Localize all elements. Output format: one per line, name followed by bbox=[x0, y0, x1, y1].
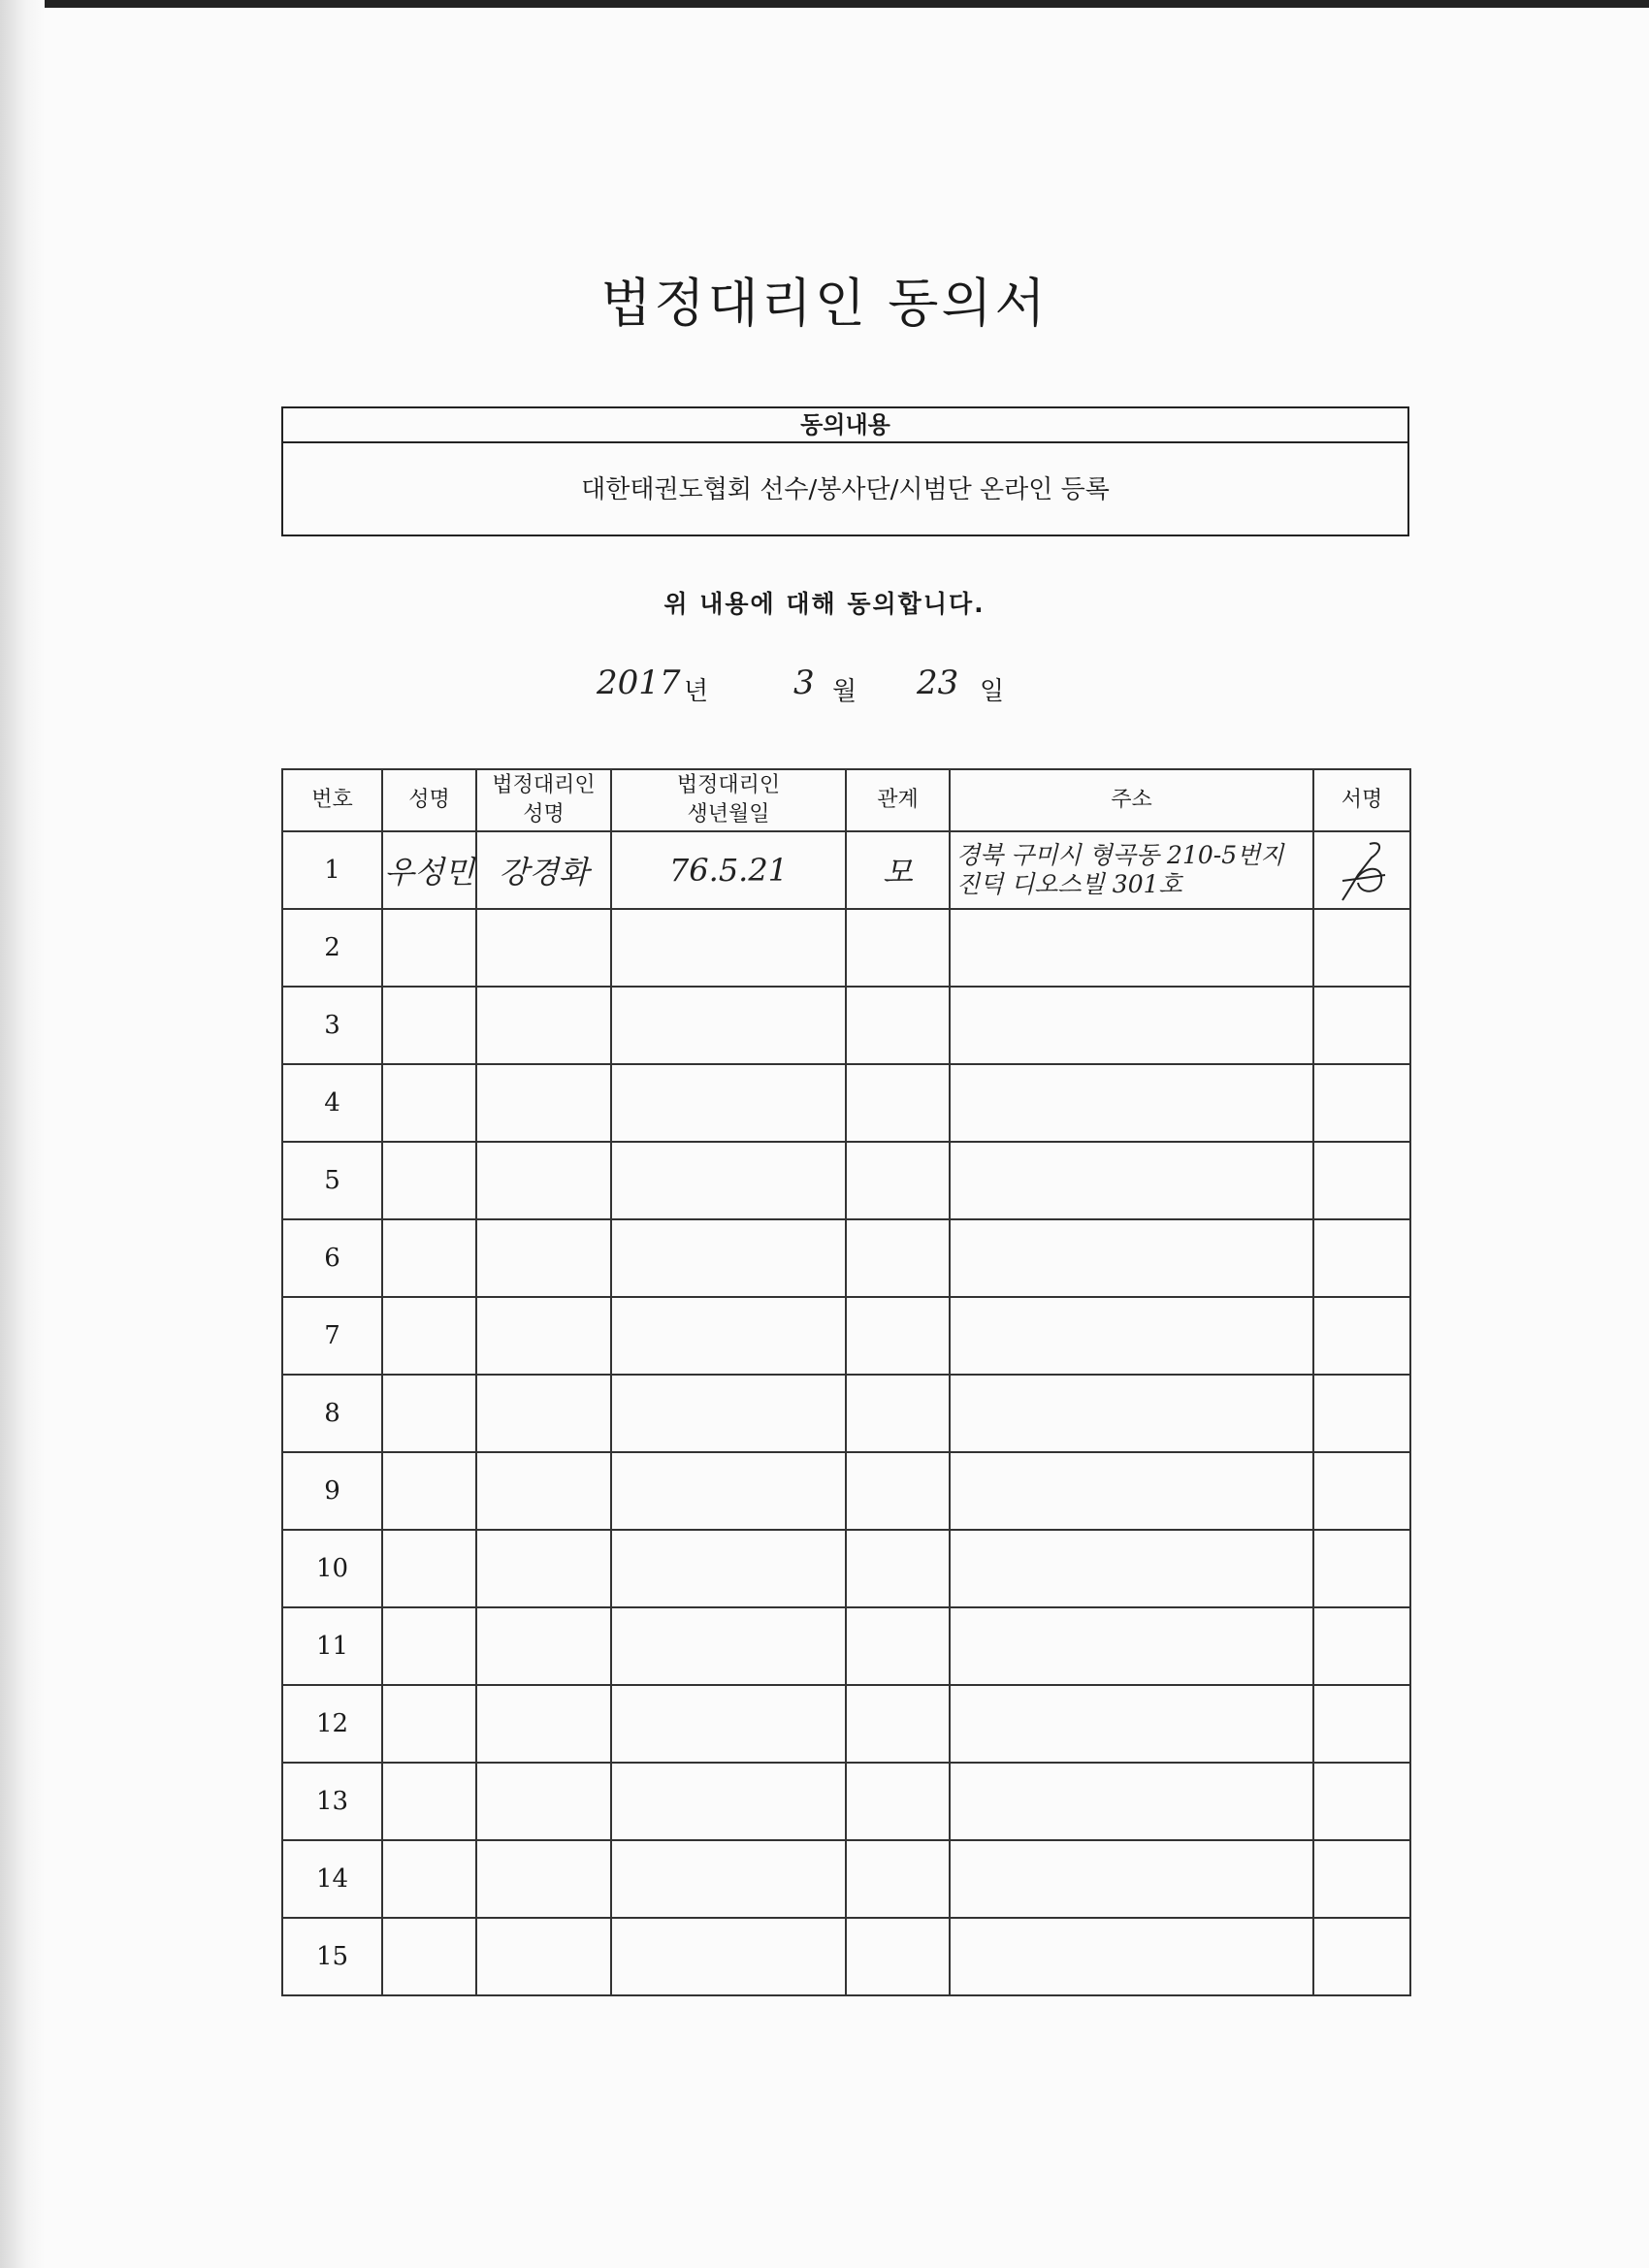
table-row bbox=[282, 1530, 1410, 1607]
consent-header: 동의내용 bbox=[283, 408, 1407, 443]
cell-signature bbox=[1313, 1142, 1410, 1219]
cell-relation bbox=[846, 1763, 950, 1840]
cell-guardian-name bbox=[476, 1452, 611, 1530]
cell-relation bbox=[846, 1607, 950, 1685]
cell-signature bbox=[1313, 1685, 1410, 1763]
cell-signature bbox=[1313, 1297, 1410, 1375]
cell-relation bbox=[846, 1064, 950, 1142]
date-line bbox=[582, 660, 1067, 718]
agreement-statement: 위 내용에 대해 동의합니다. bbox=[663, 590, 986, 618]
cell-guardian-birth bbox=[611, 1142, 846, 1219]
cell-relation bbox=[846, 1840, 950, 1918]
cell-signature bbox=[1313, 909, 1410, 987]
table-row bbox=[282, 1375, 1410, 1452]
cell-no: 11 bbox=[282, 1607, 382, 1685]
cell-no: 7 bbox=[282, 1297, 382, 1375]
cell-relation bbox=[846, 1142, 950, 1219]
cell-signature bbox=[1313, 1064, 1410, 1142]
table-header-row bbox=[282, 769, 1410, 831]
cell-name bbox=[382, 1375, 476, 1452]
cell-guardian-birth: 76.5.21 bbox=[611, 831, 846, 909]
cell-guardian-name bbox=[476, 1607, 611, 1685]
cell-signature bbox=[1313, 1918, 1410, 1995]
consent-content: 대한태권도협회 선수/봉사단/시범단 온라인 등록 bbox=[581, 475, 1110, 504]
cell-no: 2 bbox=[282, 909, 382, 987]
cell-no: 4 bbox=[282, 1064, 382, 1142]
cell-signature bbox=[1313, 1763, 1410, 1840]
cell-address bbox=[950, 1219, 1313, 1297]
cell-guardian-birth bbox=[611, 1840, 846, 1918]
header-guardian-birth-line1: 법정대리인 bbox=[676, 773, 781, 797]
cell-name bbox=[382, 1297, 476, 1375]
table-row bbox=[282, 1840, 1410, 1918]
table-row bbox=[282, 987, 1410, 1064]
cell-name bbox=[382, 909, 476, 987]
cell-no: 10 bbox=[282, 1530, 382, 1607]
cell-address bbox=[950, 1297, 1313, 1375]
cell-name bbox=[382, 1607, 476, 1685]
cell-name bbox=[382, 1142, 476, 1219]
cell-signature bbox=[1313, 1840, 1410, 1918]
guardian-table bbox=[281, 768, 1411, 1996]
cell-address bbox=[950, 1607, 1313, 1685]
cell-guardian-birth bbox=[611, 1452, 846, 1530]
date-day-unit: 일 bbox=[980, 677, 1005, 706]
cell-signature bbox=[1313, 1607, 1410, 1685]
cell-no: 8 bbox=[282, 1375, 382, 1452]
cell-no: 15 bbox=[282, 1918, 382, 1995]
cell-guardian-name bbox=[476, 1763, 611, 1840]
cell-address bbox=[950, 987, 1313, 1064]
table-row bbox=[282, 1763, 1410, 1840]
cell-name bbox=[382, 1219, 476, 1297]
cell-guardian-name bbox=[476, 909, 611, 987]
cell-signature bbox=[1313, 1219, 1410, 1297]
cell-guardian-name bbox=[476, 1375, 611, 1452]
cell-guardian-birth bbox=[611, 1685, 846, 1763]
header-signature: 서명 bbox=[1313, 769, 1410, 831]
cell-no: 14 bbox=[282, 1840, 382, 1918]
cell-guardian-name bbox=[476, 1685, 611, 1763]
cell-guardian-name bbox=[476, 1918, 611, 1995]
date-year: 2017 bbox=[597, 664, 681, 702]
scan-top-edge bbox=[0, 0, 1649, 8]
cell-relation bbox=[846, 909, 950, 987]
table-row bbox=[282, 1142, 1410, 1219]
cell-relation bbox=[846, 1297, 950, 1375]
document-title: 법정대리인 동의서 bbox=[600, 273, 1049, 334]
cell-guardian-birth bbox=[611, 1064, 846, 1142]
table-row bbox=[282, 1685, 1410, 1763]
cell-name bbox=[382, 1452, 476, 1530]
table-row bbox=[282, 1219, 1410, 1297]
cell-guardian-name: 강경화 bbox=[476, 831, 611, 909]
header-guardian-name-line2: 성명 bbox=[523, 802, 565, 826]
header-guardian-birth bbox=[611, 769, 846, 831]
cell-address bbox=[950, 1064, 1313, 1142]
date-day: 23 bbox=[917, 664, 959, 702]
cell-name bbox=[382, 1530, 476, 1607]
cell-name bbox=[382, 1840, 476, 1918]
cell-relation bbox=[846, 1530, 950, 1607]
cell-address bbox=[950, 1763, 1313, 1840]
cell-guardian-name bbox=[476, 1064, 611, 1142]
scan-left-edge bbox=[0, 0, 45, 2268]
cell-signature bbox=[1313, 1530, 1410, 1607]
table-row bbox=[282, 1297, 1410, 1375]
table-row bbox=[282, 1064, 1410, 1142]
table-row bbox=[282, 1607, 1410, 1685]
cell-relation bbox=[846, 1685, 950, 1763]
cell-no: 3 bbox=[282, 987, 382, 1064]
date-month-unit: 월 bbox=[832, 677, 857, 706]
cell-guardian-name bbox=[476, 1142, 611, 1219]
cell-signature bbox=[1313, 1375, 1410, 1452]
cell-guardian-name bbox=[476, 1297, 611, 1375]
cell-guardian-name bbox=[476, 1219, 611, 1297]
header-guardian-birth-line2: 생년월일 bbox=[687, 802, 770, 826]
date-month: 3 bbox=[793, 664, 815, 702]
header-address: 주소 bbox=[950, 769, 1313, 831]
signature-mark bbox=[1323, 836, 1401, 904]
cell-relation bbox=[846, 1452, 950, 1530]
cell-address bbox=[950, 831, 1313, 909]
cell-guardian-birth bbox=[611, 1607, 846, 1685]
cell-name bbox=[382, 987, 476, 1064]
cell-guardian-birth bbox=[611, 1530, 846, 1607]
cell-address bbox=[950, 1530, 1313, 1607]
cell-address bbox=[950, 1840, 1313, 1918]
cell-relation bbox=[846, 1918, 950, 1995]
header-guardian-name-line1: 법정대리인 bbox=[492, 773, 596, 797]
table-row bbox=[282, 831, 1410, 909]
cell-no: 9 bbox=[282, 1452, 382, 1530]
date-year-unit: 년 bbox=[684, 677, 709, 706]
cell-address bbox=[950, 1452, 1313, 1530]
cell-guardian-name bbox=[476, 1530, 611, 1607]
header-name: 성명 bbox=[382, 769, 476, 831]
table-row bbox=[282, 1452, 1410, 1530]
cell-address bbox=[950, 1142, 1313, 1219]
cell-relation bbox=[846, 987, 950, 1064]
cell-guardian-birth bbox=[611, 987, 846, 1064]
address-line-2: 진덕 디오스빌 301호 bbox=[956, 870, 1182, 898]
address-line-1: 경북 구미시 형곡동 210-5번지 bbox=[956, 841, 1284, 869]
header-relation: 관계 bbox=[846, 769, 950, 831]
cell-guardian-birth bbox=[611, 1297, 846, 1375]
consent-box bbox=[281, 406, 1409, 536]
table-row bbox=[282, 909, 1410, 987]
cell-no: 6 bbox=[282, 1219, 382, 1297]
cell-no: 1 bbox=[282, 831, 382, 909]
cell-relation bbox=[846, 1219, 950, 1297]
cell-guardian-name bbox=[476, 987, 611, 1064]
cell-no: 13 bbox=[282, 1763, 382, 1840]
cell-name: 우성민 bbox=[382, 831, 476, 909]
cell-guardian-birth bbox=[611, 909, 846, 987]
cell-guardian-birth bbox=[611, 1219, 846, 1297]
cell-guardian-birth bbox=[611, 1918, 846, 1995]
header-guardian-name bbox=[476, 769, 611, 831]
cell-guardian-birth bbox=[611, 1375, 846, 1452]
cell-signature bbox=[1313, 987, 1410, 1064]
cell-address bbox=[950, 1375, 1313, 1452]
cell-signature bbox=[1313, 1452, 1410, 1530]
cell-no: 12 bbox=[282, 1685, 382, 1763]
cell-name bbox=[382, 1685, 476, 1763]
cell-address bbox=[950, 909, 1313, 987]
cell-name bbox=[382, 1064, 476, 1142]
cell-signature bbox=[1313, 831, 1410, 909]
cell-relation bbox=[846, 1375, 950, 1452]
header-no: 번호 bbox=[282, 769, 382, 831]
cell-address bbox=[950, 1918, 1313, 1995]
cell-name bbox=[382, 1763, 476, 1840]
table-row bbox=[282, 1918, 1410, 1995]
cell-address bbox=[950, 1685, 1313, 1763]
cell-guardian-name bbox=[476, 1840, 611, 1918]
cell-name bbox=[382, 1918, 476, 1995]
cell-no: 5 bbox=[282, 1142, 382, 1219]
cell-guardian-birth bbox=[611, 1763, 846, 1840]
cell-relation: 모 bbox=[846, 831, 950, 909]
